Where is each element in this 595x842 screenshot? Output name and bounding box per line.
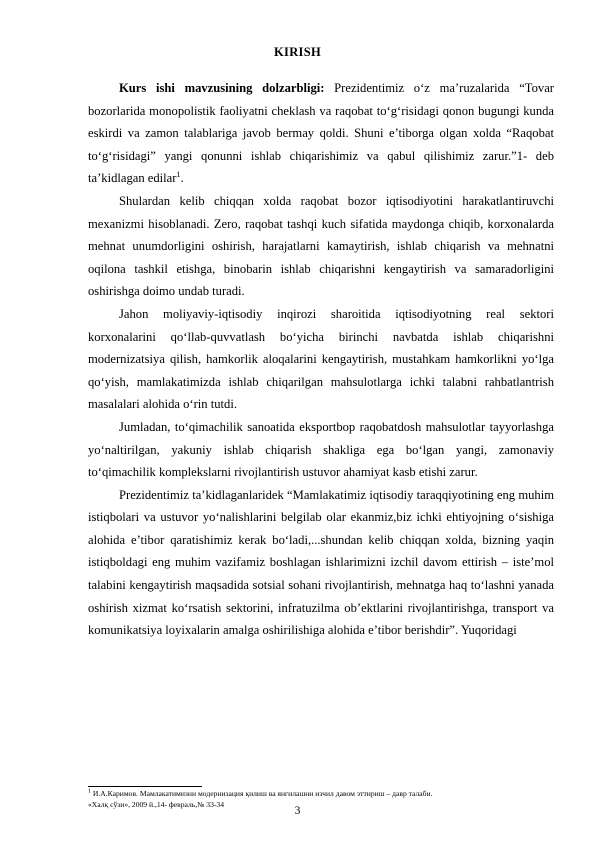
page-number: 3: [294, 805, 301, 817]
relevance-text: Prezidentimiz o‘z ma’ruzalarida “Tovar bozorlarida monopolistik faoliyatni cheklash va raqobat to‘g‘risidagi qonon bugungi kunda eskirdi va zamon talablariga javob bermay qoldi. Shuni e’tiborga olgan xolda “Raqobat to‘g‘risidagi” yangi qonunni ishlab chiqarishimiz va qabul qilishimiz zarur.”1- deb ta’kidlagan edilar: [88, 81, 554, 186]
paragraph-president: Prezidentimiz ta’kidlaganlaridek “Mamlakatimiz iqtisodiy taraqqiyotining eng muhim istiqbolari va ustuvor yo‘nalishlarini belgilab olar ekanmiz,biz ichki ehtiyojning o‘sishiga alohida e’tibor qaratishimiz kerak bo‘ladi,...shundan kelib chiqqan xolda, bizning yaqin istiqboldagi eng muhim vazifamiz boshlagan ishlarimizni izchil davom ettirish – iste’mol talabini kengaytirish maqsadida sotsial sohani rivojlantirish, mehnatga haq to‘lashni yanada oshirish xizmat ko‘rsatish sektorini, infratuzilma ob’ektlarini rivojlantirishga, transport va komunikatsiya loyixalarin amalga oshirilishiga alohida e’tibor berishdir”. Yuqoridagi: [88, 487, 554, 638]
footnote-line-2: «Халқ сўзи», 2009 й.,14- февраль,№ 33-34: [88, 799, 225, 809]
paragraph-crisis: Jahon moliyaviy-iqtisodiy inqirozi sharoitida iqtisodiyotning real sektori korxonalarini qo‘llab-quvvatlash bo‘yicha birinchi navbatda ishlab chiqarishni modernizatsiya qilish, hamkorlik aloqalarini kengaytirish, mustahkam hamkorlikni yo‘lga qo‘yish, mamlakatimizda ishlab chiqarilgan mahsulotlarga ichki talabni rahbatlantrish masalalari alohida o‘rin tutdi.: [88, 306, 554, 412]
paragraph-competition: Shulardan kelib chiqqan xolda raqobat bozor iqtisodiyotini harakatlantiruvchi mexanizmi hisoblanadi. Zero, raqobat tashqi kuch sifatida maydonga chiqib, korxonalarda mehnat unumdorligini oshirish, harajatlarni kamaytirish, ishlab chiqarish va mehnatni oqilona tashkil etishga, binobarin ishlab chiqarishni kengaytirish va samaradorligini oshirishga doimo undab turadi.: [88, 193, 554, 299]
footnote-line-1: [88, 789, 554, 800]
footnote-citation: И.А.Каримов. Мамлакатимизни модернизация қилиш ва янгилашни изчил давом эттириш – давр талаби.: [91, 789, 433, 798]
relevance-end: .: [180, 171, 184, 186]
footnote-number: 1: [88, 788, 91, 795]
paragraph-textile: Jumladan, to‘qimachilik sanoatida eksportbop raqobatdosh mahsulotlar tayyorlashga yo‘naltirilgan, yakuniy ishlab chiqarish shakliga ega bo‘lgan yangi, zamonaviy to‘qimachilik komplekslarni rivojlantirish ustuvor ahamiyat kasb etishi zarur.: [88, 419, 554, 480]
paragraph-relevance: [88, 77, 554, 190]
footnote-reference[interactable]: 1: [176, 170, 181, 180]
section-heading: KIRISH: [274, 45, 321, 59]
footnote-divider: [88, 786, 202, 787]
relevance-label: Kurs ishi mavzusining dolzarbligi:: [119, 81, 325, 95]
body-text: [88, 77, 554, 642]
